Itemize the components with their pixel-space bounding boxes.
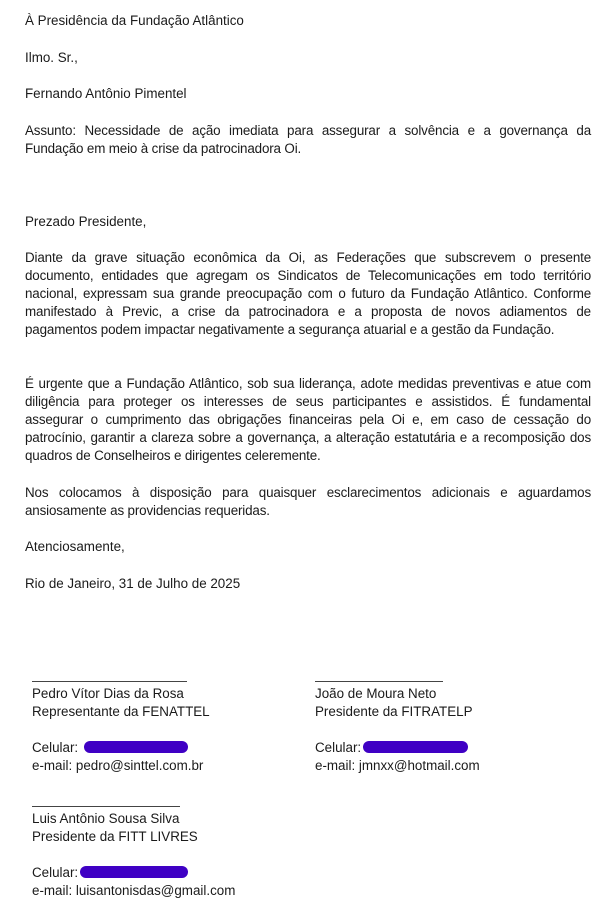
phone-label: Celular: <box>32 740 82 755</box>
paragraph-2: É urgente que a Fundação Atlântico, sob sua liderança, adote medidas preventivas e atue com diligência para proteger os interesses de seus participantes e assistidos. É fundamental assegurar o cumprimento das obrigações financeiras pela Oi e, em caso de cessação do patrocínio, garantir a clareza sobre a governança, a alteração estatutária e a recomposição dos quadros de Conselheiros e dirigentes celeremente. <box>25 376 591 463</box>
signatory-role: Presidente da FITRATELP <box>315 704 473 719</box>
signatory-name: Pedro Vítor Dias da Rosa <box>32 686 184 701</box>
signatory-email: e-mail: pedro@sinttel.com.br <box>32 758 204 773</box>
signatory-email: e-mail: luisantonisdas@gmail.com <box>32 883 236 898</box>
signature-line <box>32 681 187 682</box>
paragraph-1: Diante da grave situação econômica da Oi, as Federações que subscrevem o presente documento, entidades que agregam os Sindicatos de Telecomunicações em todo território nacional, expressam sua grande preocupação com o futuro da Fundação Atlântico. Conforme manifestado à Previc, a crise da patrocinadora e a proposta de novos adiamentos de pagamentos podem impactar negativamente a segurança atuarial e a gestão da Fundação. <box>25 250 591 337</box>
paragraph-3: Nos colocamos à disposição para quaisquer esclarecimentos adicionais e aguardamos ansiosamente as providencias requeridas. <box>25 485 591 518</box>
redaction-mark <box>84 741 188 753</box>
recipient-line: À Presidência da Fundação Atlântico <box>25 13 244 28</box>
signatory-name: Luis Antônio Sousa Silva <box>32 811 180 826</box>
phone-label: Celular: <box>32 865 79 880</box>
signatory-role: Representante da FENATTEL <box>32 704 210 719</box>
signatory-role: Presidente da FITT LIVRES <box>32 829 198 844</box>
signature-block-2 <box>315 681 480 775</box>
subject-line: Assunto: Necessidade de ação imediata para assegurar a solvência e a governança da Fundação em meio à crise da patrocinadora Oi. <box>25 123 591 156</box>
signatory-phone <box>32 864 235 882</box>
signatory-email: e-mail: jmnxx@hotmail.com <box>315 758 480 773</box>
closing: Atenciosamente, <box>25 539 125 554</box>
place-date: Rio de Janeiro, 31 de Julho de 2025 <box>25 576 241 591</box>
signature-block-1 <box>32 681 210 775</box>
redaction-mark <box>80 866 188 878</box>
greeting: Prezado Presidente, <box>25 214 147 229</box>
redaction-mark <box>363 741 468 753</box>
signature-line <box>315 681 443 682</box>
signature-block-3 <box>32 806 235 900</box>
recipient-name: Fernando Antônio Pimentel <box>25 86 187 101</box>
phone-label: Celular: <box>315 740 362 755</box>
formal-salutation: Ilmo. Sr., <box>25 50 78 65</box>
signatory-name: João de Moura Neto <box>315 686 437 701</box>
signatory-phone <box>32 739 210 757</box>
signatory-phone <box>315 739 480 757</box>
signature-line <box>32 806 180 807</box>
